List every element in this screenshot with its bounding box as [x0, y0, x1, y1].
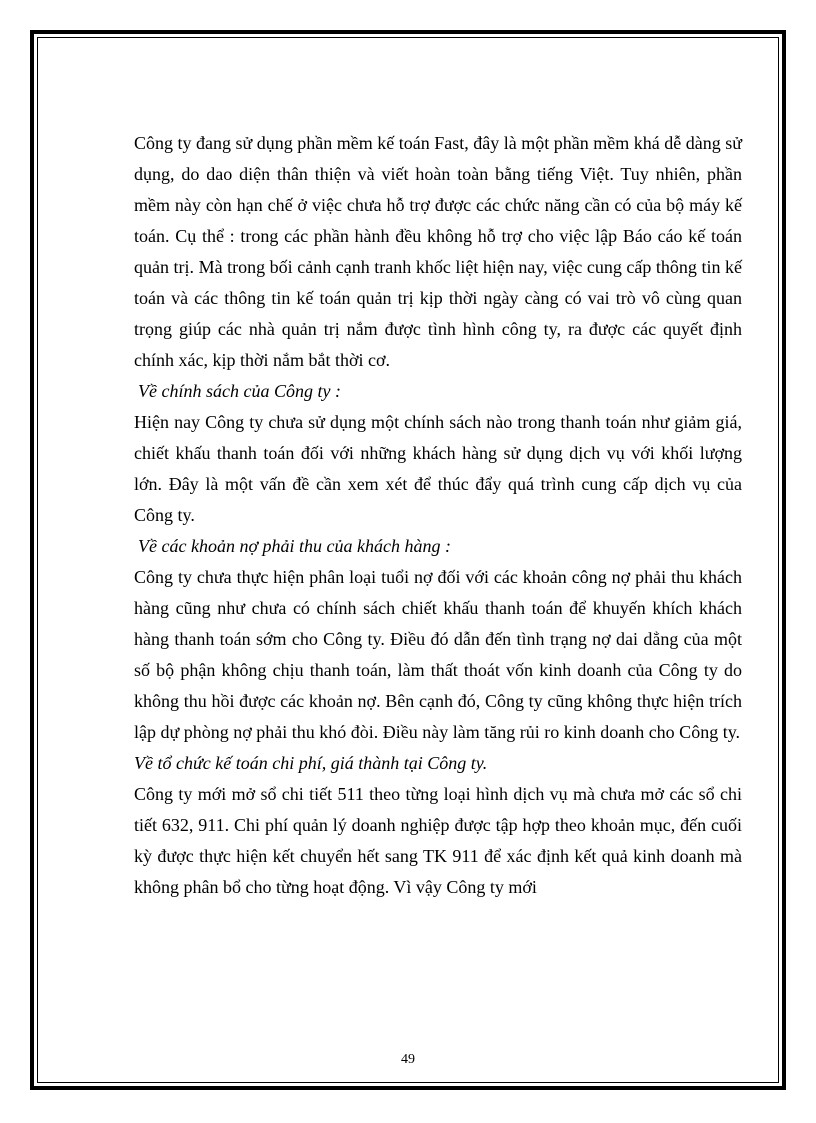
paragraph-receivables: Công ty chưa thực hiện phân loại tuổi nợ đối với các khoản công nợ phải thu khách hàng cũng như chưa có chính sách chiết khấu thanh toán để khuyến khích khách hàng thanh toán sớm cho Công ty. Điều đó dẫn đến tình trạng nợ dai dẳng của một số bộ phận không chịu thanh toán, làm thất thoát vốn kinh doanh của Công ty do không thu hồi được các khoản nợ. Bên cạnh đó, Công ty cũng không thực hiện trích lập dự phòng nợ phải thu khó đòi. Điều này làm tăng rủi ro kinh doanh cho Công ty. [134, 567, 742, 742]
heading-cost-accounting: Về tổ chức kế toán chi phí, giá thành tại Công ty. [134, 753, 488, 773]
heading-policy: Về chính sách của Công ty : [138, 381, 341, 401]
heading-receivables: Về các khoản nợ phải thu của khách hàng : [138, 536, 452, 556]
paragraph-policy: Hiện nay Công ty chưa sử dụng một chính sách nào trong thanh toán như giảm giá, chiết khấu thanh toán đối với những khách hàng sử dụng dịch vụ với khối lượng lớn. Đây là một vấn đề cần xem xét để thúc đẩy quá trình cung cấp dịch vụ của Công ty. [134, 412, 742, 525]
paragraph-software: Công ty đang sử dụng phần mềm kế toán Fast, đây là một phần mềm khá dễ dàng sử dụng, do dao diện thân thiện và viết hoàn toàn bằng tiếng Việt. Tuy nhiên, phần mềm này còn hạn chế ở việc chưa hỗ trợ được các chức năng cần có của bộ máy kế toán. Cụ thể : trong các phần hành đều không hỗ trợ cho việc lập Báo cáo kế toán quản trị. Mà trong bối cảnh cạnh tranh khốc liệt hiện nay, việc cung cấp thông tin kế toán và các thông tin kế toán quản trị kịp thời ngày càng có vai trò vô cùng quan trọng giúp các nhà quản trị nắm được tình hình công ty, ra được các quyết định chính xác, kịp thời nắm bắt thời cơ. [134, 133, 742, 370]
paragraph-cost-accounting: Công ty mới mở sổ chi tiết 511 theo từng loại hình dịch vụ mà chưa mở các sổ chi tiết 632, 911. Chi phí quản lý doanh nghiệp được tập hợp theo khoản mục, đến cuối kỳ được thực hiện kết chuyển hết sang TK 911 để xác định kết quả kinh doanh mà không phân bổ cho từng hoạt động. Vì vậy Công ty mới [134, 784, 742, 897]
page-number: 49 [401, 1052, 415, 1067]
document-body [134, 128, 742, 903]
